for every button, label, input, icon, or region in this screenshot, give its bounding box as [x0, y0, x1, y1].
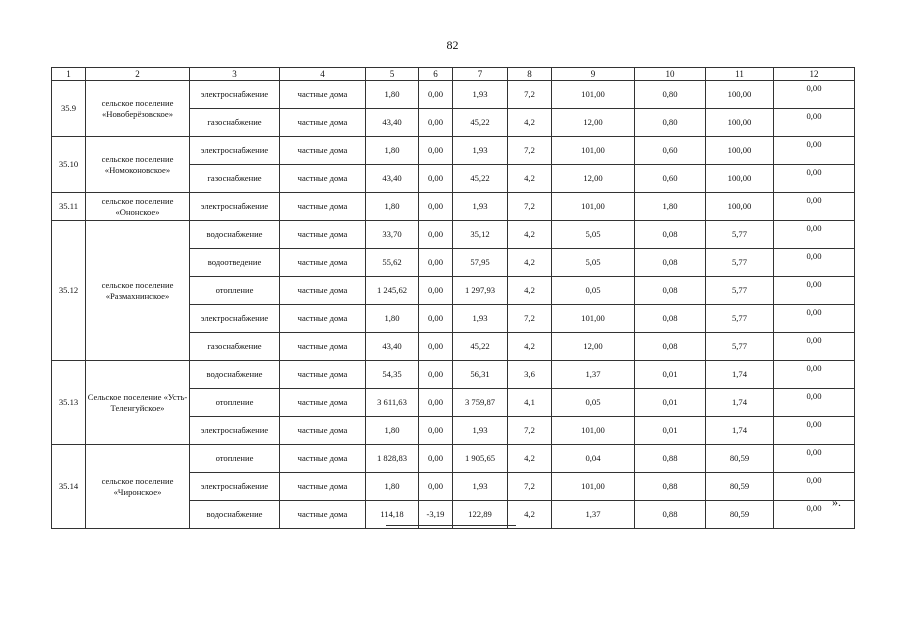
settlement-name-cell: Сельское поселение «Усть-Теленгуйское»: [86, 361, 190, 445]
value-cell: 114,18: [366, 501, 419, 529]
value-cell: 0,00: [774, 473, 855, 501]
value-cell: 4,2: [508, 277, 552, 305]
closing-quote: ».: [832, 495, 841, 509]
value-cell: 0,08: [635, 249, 706, 277]
value-cell: 100,00: [706, 193, 774, 221]
housing-type-cell: частные дома: [280, 333, 366, 361]
service-type-cell: водоснабжение: [190, 361, 280, 389]
value-cell: 0,00: [774, 333, 855, 361]
footer-rule: [386, 525, 516, 526]
value-cell: 43,40: [366, 333, 419, 361]
value-cell: 0,00: [419, 473, 453, 501]
value-cell: 0,88: [635, 445, 706, 473]
housing-type-cell: частные дома: [280, 417, 366, 445]
value-cell: 101,00: [552, 137, 635, 165]
value-cell: 0,60: [635, 165, 706, 193]
value-cell: 0,00: [774, 277, 855, 305]
value-cell: 4,2: [508, 109, 552, 137]
housing-type-cell: частные дома: [280, 81, 366, 109]
housing-type-cell: частные дома: [280, 305, 366, 333]
value-cell: 0,60: [635, 137, 706, 165]
value-cell: 1,74: [706, 417, 774, 445]
housing-type-cell: частные дома: [280, 501, 366, 529]
value-cell: 0,88: [635, 501, 706, 529]
service-type-cell: газоснабжение: [190, 165, 280, 193]
housing-type-cell: частные дома: [280, 137, 366, 165]
value-cell: 5,77: [706, 333, 774, 361]
settlement-name-cell: сельское поселение «Чиронское»: [86, 445, 190, 529]
value-cell: 5,77: [706, 249, 774, 277]
item-number-cell: 35.10: [52, 137, 86, 193]
value-cell: 0,00: [774, 109, 855, 137]
value-cell: 0,00: [774, 249, 855, 277]
page-number: 82: [446, 38, 459, 52]
housing-type-cell: частные дома: [280, 389, 366, 417]
value-cell: 101,00: [552, 473, 635, 501]
housing-type-cell: частные дома: [280, 361, 366, 389]
value-cell: 1,37: [552, 501, 635, 529]
value-cell: 0,00: [774, 165, 855, 193]
service-type-cell: отопление: [190, 277, 280, 305]
value-cell: 1,93: [453, 137, 508, 165]
value-cell: 1,80: [366, 473, 419, 501]
service-type-cell: водоснабжение: [190, 501, 280, 529]
value-cell: 0,01: [635, 417, 706, 445]
value-cell: 5,05: [552, 249, 635, 277]
value-cell: 1,80: [366, 193, 419, 221]
value-cell: -3,19: [419, 501, 453, 529]
value-cell: 1,80: [366, 81, 419, 109]
value-cell: 55,62: [366, 249, 419, 277]
value-cell: 0,00: [774, 417, 855, 445]
housing-type-cell: частные дома: [280, 109, 366, 137]
value-cell: 1,93: [453, 81, 508, 109]
value-cell: 56,31: [453, 361, 508, 389]
housing-type-cell: частные дома: [280, 249, 366, 277]
value-cell: 5,77: [706, 305, 774, 333]
value-cell: 12,00: [552, 165, 635, 193]
value-cell: 0,05: [552, 389, 635, 417]
value-cell: 0,00: [419, 333, 453, 361]
value-cell: 33,70: [366, 221, 419, 249]
value-cell: 1,93: [453, 473, 508, 501]
column-number-header: 8: [508, 68, 552, 81]
column-number-header: 10: [635, 68, 706, 81]
value-cell: 101,00: [552, 305, 635, 333]
value-cell: 100,00: [706, 137, 774, 165]
value-cell: 0,00: [419, 445, 453, 473]
column-number-header: 4: [280, 68, 366, 81]
value-cell: 80,59: [706, 501, 774, 529]
value-cell: 100,00: [706, 165, 774, 193]
settlement-name-cell: сельское поселение «Ононское»: [86, 193, 190, 221]
column-number-header: 2: [86, 68, 190, 81]
column-number-header: 11: [706, 68, 774, 81]
value-cell: 0,00: [419, 193, 453, 221]
value-cell: 0,80: [635, 81, 706, 109]
value-cell: 0,00: [774, 81, 855, 109]
housing-type-cell: частные дома: [280, 473, 366, 501]
service-type-cell: электроснабжение: [190, 137, 280, 165]
table-row: [52, 445, 855, 473]
value-cell: 4,2: [508, 501, 552, 529]
table-row: [52, 361, 855, 389]
value-cell: 43,40: [366, 165, 419, 193]
value-cell: 122,89: [453, 501, 508, 529]
value-cell: 0,00: [774, 193, 855, 221]
housing-type-cell: частные дома: [280, 165, 366, 193]
value-cell: 5,05: [552, 221, 635, 249]
value-cell: 101,00: [552, 417, 635, 445]
value-cell: 0,88: [635, 473, 706, 501]
value-cell: 80,59: [706, 473, 774, 501]
value-cell: 0,00: [774, 221, 855, 249]
value-cell: 0,01: [635, 389, 706, 417]
value-cell: 1,93: [453, 193, 508, 221]
service-type-cell: газоснабжение: [190, 333, 280, 361]
column-number-header: 6: [419, 68, 453, 81]
column-number-header: 1: [52, 68, 86, 81]
value-cell: 0,80: [635, 109, 706, 137]
housing-type-cell: частные дома: [280, 277, 366, 305]
value-cell: 0,08: [635, 277, 706, 305]
value-cell: 7,2: [508, 137, 552, 165]
housing-type-cell: частные дома: [280, 193, 366, 221]
item-number-cell: 35.9: [52, 81, 86, 137]
value-cell: 0,00: [774, 305, 855, 333]
value-cell: 0,00: [419, 221, 453, 249]
value-cell: 0,00: [419, 109, 453, 137]
service-type-cell: газоснабжение: [190, 109, 280, 137]
value-cell: 0,00: [419, 361, 453, 389]
value-cell: 3 611,63: [366, 389, 419, 417]
housing-type-cell: частные дома: [280, 221, 366, 249]
value-cell: 1,93: [453, 417, 508, 445]
value-cell: 45,22: [453, 109, 508, 137]
item-number-cell: 35.14: [52, 445, 86, 529]
service-type-cell: отопление: [190, 445, 280, 473]
item-number-cell: 35.13: [52, 361, 86, 445]
column-number-header: 12: [774, 68, 855, 81]
value-cell: 101,00: [552, 193, 635, 221]
column-number-header: 3: [190, 68, 280, 81]
value-cell: 1,37: [552, 361, 635, 389]
value-cell: 1,80: [366, 417, 419, 445]
value-cell: 45,22: [453, 165, 508, 193]
value-cell: 1 297,93: [453, 277, 508, 305]
value-cell: 4,2: [508, 165, 552, 193]
settlement-name-cell: сельское поселение «Размахнинское»: [86, 221, 190, 361]
value-cell: 1 245,62: [366, 277, 419, 305]
value-cell: 100,00: [706, 109, 774, 137]
value-cell: 35,12: [453, 221, 508, 249]
item-number-cell: 35.12: [52, 221, 86, 361]
table-row: [52, 137, 855, 165]
value-cell: 0,00: [419, 305, 453, 333]
value-cell: 0,08: [635, 305, 706, 333]
service-type-cell: водоотведение: [190, 249, 280, 277]
service-type-cell: электроснабжение: [190, 473, 280, 501]
value-cell: 100,00: [706, 81, 774, 109]
value-cell: 4,1: [508, 389, 552, 417]
value-cell: 1,80: [366, 137, 419, 165]
value-cell: 0,00: [774, 389, 855, 417]
value-cell: 3 759,87: [453, 389, 508, 417]
value-cell: 45,22: [453, 333, 508, 361]
settlement-name-cell: сельское поселение «Номоконовское»: [86, 137, 190, 193]
value-cell: 57,95: [453, 249, 508, 277]
value-cell: 1,74: [706, 361, 774, 389]
value-cell: 4,2: [508, 221, 552, 249]
value-cell: 43,40: [366, 109, 419, 137]
value-cell: 7,2: [508, 81, 552, 109]
value-cell: 7,2: [508, 305, 552, 333]
value-cell: 101,00: [552, 81, 635, 109]
value-cell: 12,00: [552, 333, 635, 361]
value-cell: 0,08: [635, 333, 706, 361]
value-cell: 5,77: [706, 221, 774, 249]
value-cell: 0,04: [552, 445, 635, 473]
value-cell: 1,80: [635, 193, 706, 221]
settlement-name-cell: сельское поселение «Новоберёзовское»: [86, 81, 190, 137]
value-cell: 1,80: [366, 305, 419, 333]
value-cell: 0,00: [774, 501, 855, 529]
value-cell: 0,00: [774, 361, 855, 389]
value-cell: 0,01: [635, 361, 706, 389]
value-cell: 0,00: [774, 137, 855, 165]
service-type-cell: отопление: [190, 389, 280, 417]
value-cell: 0,00: [774, 445, 855, 473]
value-cell: 0,00: [419, 389, 453, 417]
table-row: [52, 221, 855, 249]
value-cell: 1,93: [453, 305, 508, 333]
value-cell: 0,00: [419, 249, 453, 277]
value-cell: 1 828,83: [366, 445, 419, 473]
table-row: [52, 193, 855, 221]
header-row: [52, 68, 855, 81]
column-number-header: 7: [453, 68, 508, 81]
value-cell: 0,00: [419, 277, 453, 305]
table-body: [52, 68, 855, 529]
value-cell: 7,2: [508, 473, 552, 501]
value-cell: 7,2: [508, 193, 552, 221]
service-type-cell: водоснабжение: [190, 221, 280, 249]
service-type-cell: электроснабжение: [190, 193, 280, 221]
value-cell: 0,00: [419, 81, 453, 109]
value-cell: 12,00: [552, 109, 635, 137]
value-cell: 80,59: [706, 445, 774, 473]
table-row: [52, 81, 855, 109]
value-cell: 4,2: [508, 333, 552, 361]
value-cell: 0,00: [419, 137, 453, 165]
column-number-header: 9: [552, 68, 635, 81]
value-cell: 0,05: [552, 277, 635, 305]
item-number-cell: 35.11: [52, 193, 86, 221]
service-type-cell: электроснабжение: [190, 305, 280, 333]
service-type-cell: электроснабжение: [190, 417, 280, 445]
value-cell: 4,2: [508, 249, 552, 277]
value-cell: 4,2: [508, 445, 552, 473]
value-cell: 54,35: [366, 361, 419, 389]
value-cell: 0,08: [635, 221, 706, 249]
value-cell: 5,77: [706, 277, 774, 305]
value-cell: 1 905,65: [453, 445, 508, 473]
value-cell: 0,00: [419, 417, 453, 445]
service-type-cell: электроснабжение: [190, 81, 280, 109]
housing-type-cell: частные дома: [280, 445, 366, 473]
value-cell: 3,6: [508, 361, 552, 389]
value-cell: 0,00: [419, 165, 453, 193]
data-table: [51, 67, 855, 529]
value-cell: 1,74: [706, 389, 774, 417]
column-number-header: 5: [366, 68, 419, 81]
value-cell: 7,2: [508, 417, 552, 445]
